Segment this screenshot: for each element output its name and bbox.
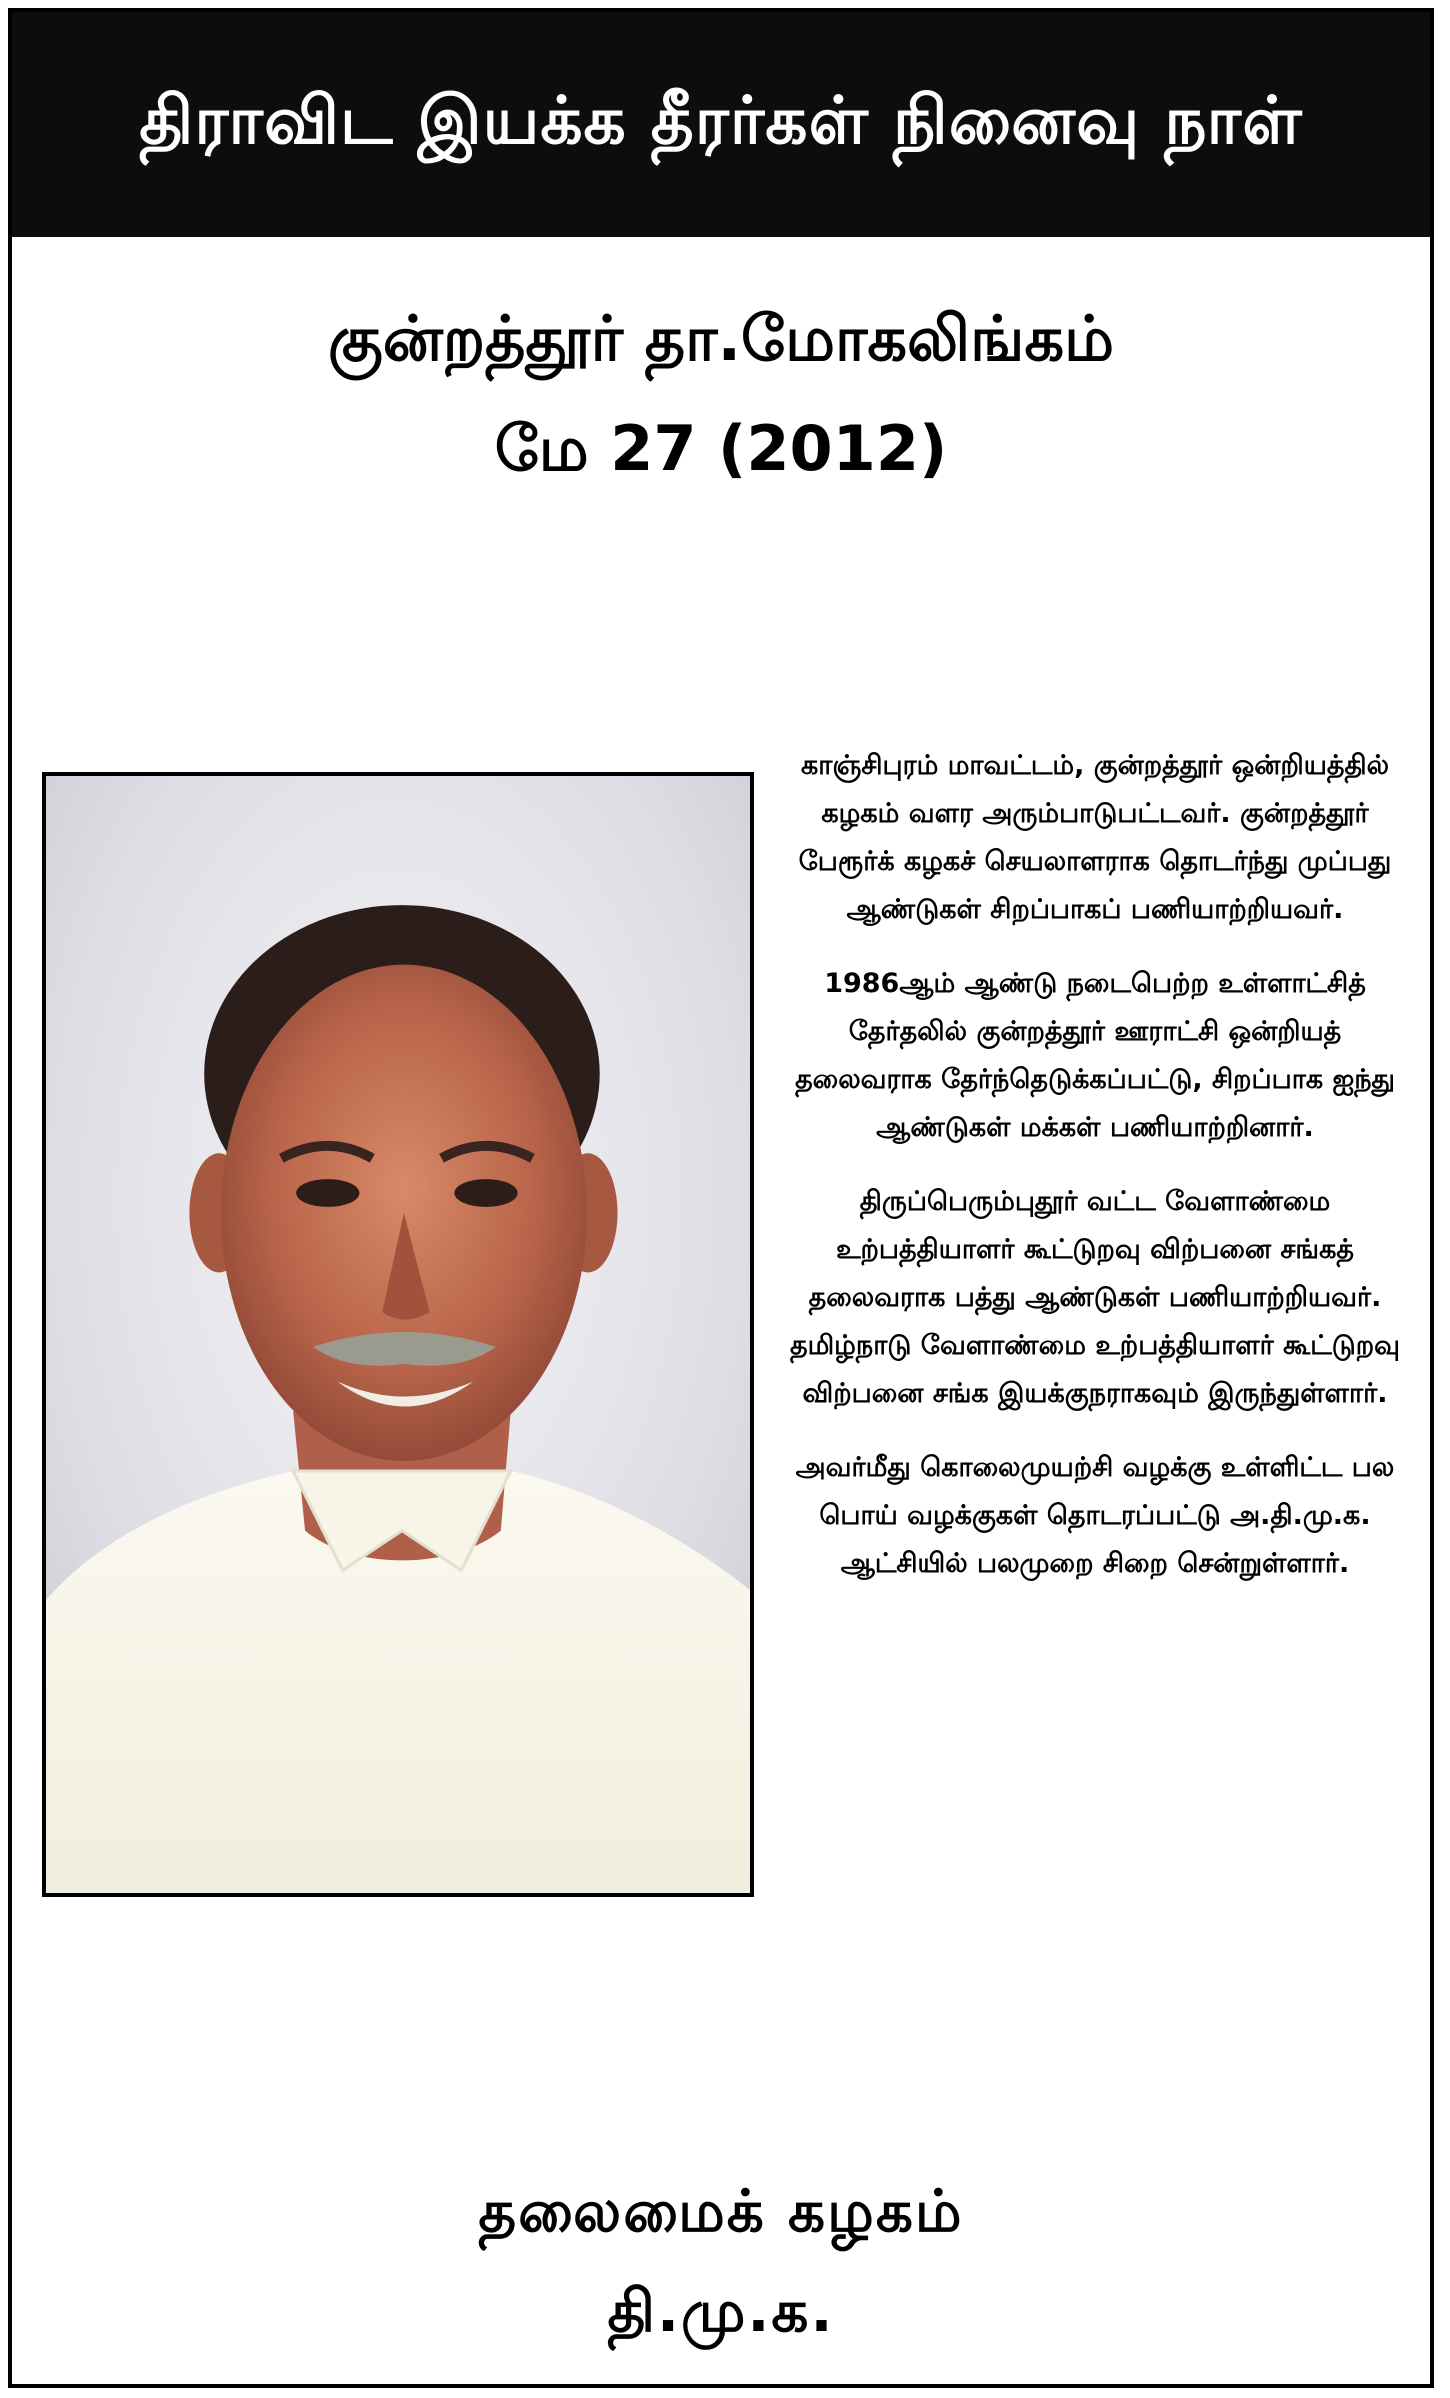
biography <box>780 742 1410 1614</box>
bio-paragraph: அவர்மீது கொலைமுயற்சி வழக்கு உள்ளிட்ட பல பொய் வழக்குகள் தொடரப்பட்டு அ.தி.மு.க. ஆட்சியில் பலமுறை சிறை சென்றுள்ளார். <box>795 1452 1395 1579</box>
header-banner <box>12 12 1430 237</box>
bio-paragraph: 1986ஆம் ஆண்டு நடைபெற்ற உள்ளாட்சித் தேர்தலில் குன்றத்தூர் ஊராட்சி ஒன்றியத் தலைவராக தேர்ந்தெடுக்கப்பட்டு, சிறப்பாக ஐந்து ஆண்டுகள் மக்கள் பணியாற்றினார். <box>795 968 1395 1143</box>
footer-organization: தலைமைக் கழகம் <box>478 2177 964 2245</box>
portrait-illustration <box>46 776 750 1893</box>
bio-paragraph: காஞ்சிபுரம் மாவட்டம், குன்றத்தூர் ஒன்றியத்தில் கழகம் வளர அரும்பாடுபட்டவர். குன்றத்தூர் பேரூர்க் கழகச் செயலாளராக தொடர்ந்து முப்பது ஆண்டுகள் சிறப்பாகப் பணியாற்றியவர். <box>798 750 1392 925</box>
portrait-photo <box>42 772 754 1897</box>
banner-title: திராவிட இயக்க தீரர்கள் நினைவு நாள் <box>139 81 1303 159</box>
memorial-notice <box>8 8 1434 2388</box>
bio-paragraph: திருப்பெரும்புதூர் வட்ட வேளாண்மை உற்பத்தியாளர் கூட்டுறவு விற்பனை சங்கத் தலைவராக பத்து ஆண்டுகள் பணியாற்றியவர். தமிழ்நாடு வேளாண்மை உற்பத்தியாளர் கூட்டுறவு விற்பனை சங்க இயக்குநராகவும் இருந்துள்ளார். <box>789 1186 1401 1409</box>
footer-party: தி.மு.க. <box>607 2277 835 2345</box>
memorial-date: மே 27 (2012) <box>494 412 948 485</box>
person-name: குன்றத்தூர் தா.மோகலிங்கம் <box>327 302 1115 375</box>
